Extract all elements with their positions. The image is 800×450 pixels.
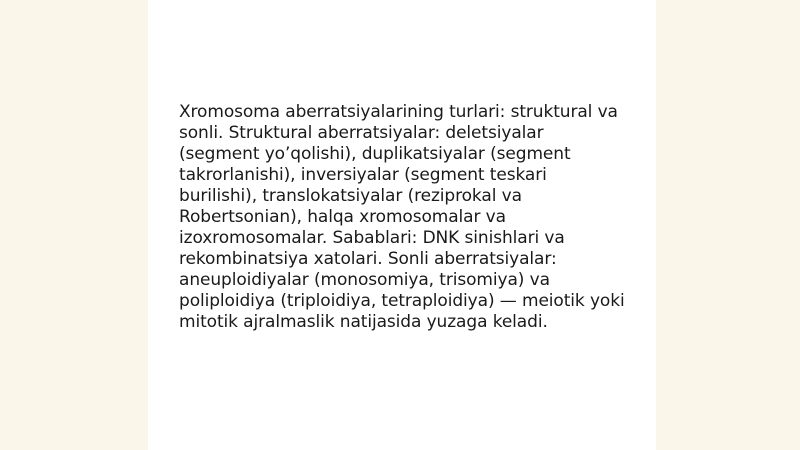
left-margin [0, 0, 148, 450]
body-paragraph: Xromosoma aberratsiyalarining turlari: struktural va sonli. Struktural aberratsiyalar: deletsiyalar (segment yo’qolishi), duplikatsiyalar (segment takrorlanishi), inversiyalar (segment teskari burilishi), translokatsiyalar (reziprokal va Robertsonian), halqa xromosomalar va izoxromosomalar. Sabablari: DNK sinishlari va rekombinatsiya xatolari. Sonli aberratsiyalar: aneuploidiyalar (monosomiya, trisomiya) va poliploidiya (triploidiya, tetraploidiya) — meiotik yoki mitotik ajralmaslik natijasida yuzaga keladi. [179, 102, 625, 332]
right-margin [656, 0, 800, 450]
document-page [148, 0, 656, 450]
